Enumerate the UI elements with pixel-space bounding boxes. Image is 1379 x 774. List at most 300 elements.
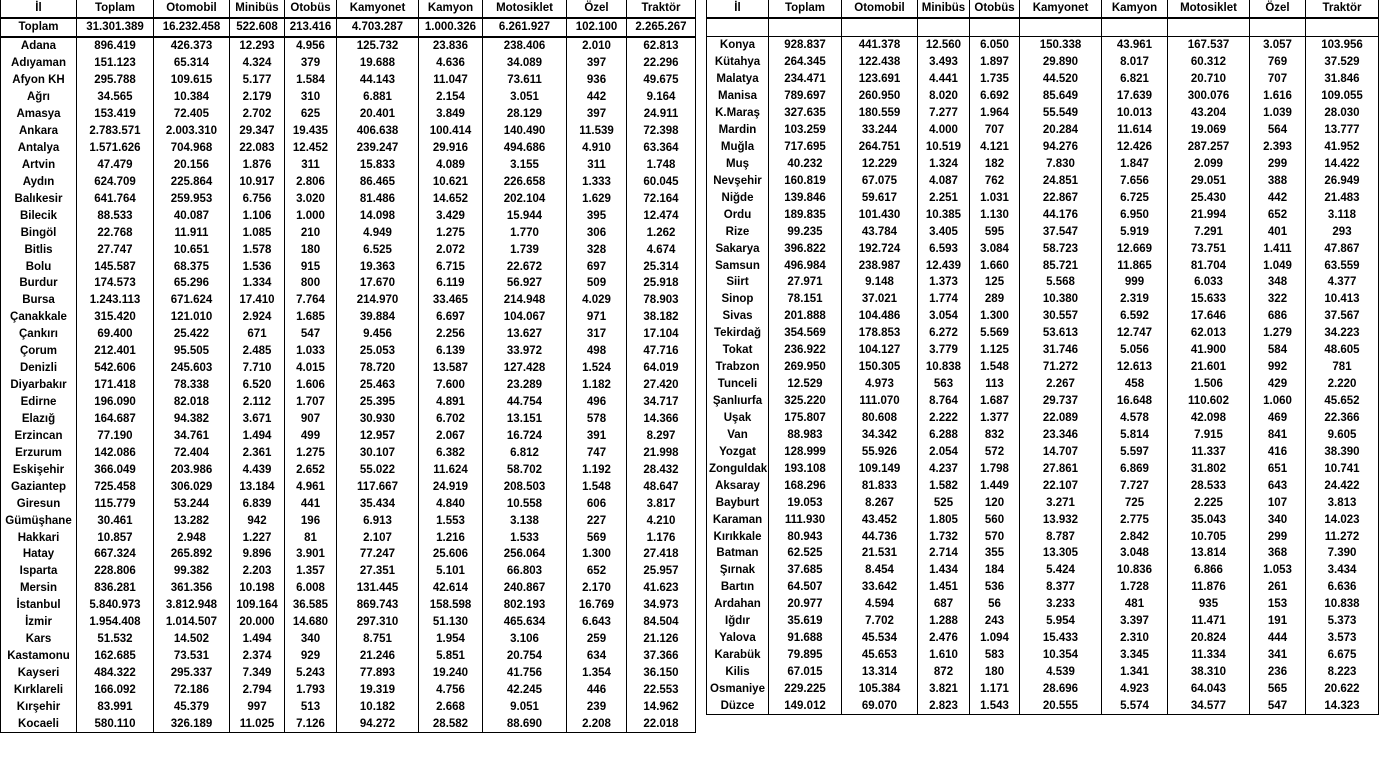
value-cell: 11.471	[1168, 613, 1250, 630]
value-cell: 40.087	[154, 207, 230, 224]
value-cell: 1.584	[285, 72, 337, 89]
value-cell: 77.893	[337, 665, 419, 682]
value-cell: 19.053	[769, 494, 842, 511]
value-cell: 33.465	[419, 292, 483, 309]
value-cell: 13.151	[483, 411, 567, 428]
value-cell: 1.748	[627, 156, 696, 173]
value-cell: 43.204	[1168, 105, 1250, 122]
value-cell: 171.418	[77, 377, 154, 394]
value-cell: 11.334	[1168, 647, 1250, 664]
value-cell: 34.761	[154, 427, 230, 444]
value-cell: 153.419	[77, 106, 154, 123]
value-cell: 81.833	[842, 477, 918, 494]
value-cell: 3.020	[285, 190, 337, 207]
province-cell: Toplam	[1, 18, 77, 37]
value-cell: 1.031	[970, 189, 1020, 206]
value-cell: 12.293	[230, 37, 285, 55]
value-cell: 1.288	[918, 613, 970, 630]
value-cell: 14.098	[337, 207, 419, 224]
value-cell: 53.244	[154, 495, 230, 512]
province-cell: Adıyaman	[1, 55, 77, 72]
province-cell: Elazığ	[1, 411, 77, 428]
value-cell: 31.846	[1306, 71, 1379, 88]
province-cell: Antalya	[1, 140, 77, 157]
value-cell: 2.072	[419, 241, 483, 258]
value-cell: 836.281	[77, 580, 154, 597]
value-cell: 687	[918, 596, 970, 613]
value-cell: 23.346	[1020, 426, 1102, 443]
value-cell: 164.687	[77, 411, 154, 428]
value-cell: 1.494	[230, 427, 285, 444]
value-cell: 38.310	[1168, 664, 1250, 681]
value-cell: 85.649	[1020, 88, 1102, 105]
value-cell: 494.686	[483, 140, 567, 157]
table-row	[1, 326, 696, 343]
value-cell: 2.806	[285, 173, 337, 190]
value-cell: 182	[970, 155, 1020, 172]
value-cell: 14.707	[1020, 443, 1102, 460]
value-cell: 8.017	[1102, 54, 1168, 71]
table-row	[1, 478, 696, 495]
value-cell: 58.702	[483, 461, 567, 478]
value-cell: 60.045	[627, 173, 696, 190]
left-vehicle-table	[0, 0, 696, 733]
value-cell: 725.458	[77, 478, 154, 495]
value-cell: 100.414	[419, 123, 483, 140]
value-cell: 81	[285, 529, 337, 546]
value-cell: 444	[1250, 630, 1306, 647]
value-cell: 310	[285, 89, 337, 106]
province-cell: Yalova	[707, 630, 769, 647]
value-cell: 4.441	[918, 71, 970, 88]
value-cell: 10.380	[1020, 291, 1102, 308]
value-cell: 1.373	[918, 274, 970, 291]
value-cell: 3.813	[1306, 494, 1379, 511]
value-cell: 88.533	[77, 207, 154, 224]
table-row	[707, 240, 1379, 257]
value-cell: 104.486	[842, 308, 918, 325]
value-cell: 45.652	[1306, 393, 1379, 410]
value-cell: Otobüs	[970, 0, 1020, 18]
value-cell: 396.822	[769, 240, 842, 257]
value-cell: 6.008	[285, 580, 337, 597]
empty-cell	[1020, 18, 1102, 36]
value-cell: 928.837	[769, 36, 842, 53]
province-cell: Diyarbakır	[1, 377, 77, 394]
value-cell: 28.582	[419, 715, 483, 732]
value-cell: 1.357	[285, 563, 337, 580]
value-cell: 236.922	[769, 342, 842, 359]
value-cell: 21.601	[1168, 359, 1250, 376]
value-cell: 416	[1250, 443, 1306, 460]
value-cell: 107	[1250, 494, 1306, 511]
value-cell: 1.279	[1250, 325, 1306, 342]
value-cell: 1.616	[1250, 88, 1306, 105]
value-cell: 442	[567, 89, 627, 106]
value-cell: 1.964	[970, 105, 1020, 122]
value-cell: 578	[567, 411, 627, 428]
value-cell: 547	[1250, 697, 1306, 714]
province-cell: Sinop	[707, 291, 769, 308]
value-cell: 2.067	[419, 427, 483, 444]
value-cell: 191	[1250, 613, 1306, 630]
value-cell: 1.805	[918, 511, 970, 528]
value-cell: 245.603	[154, 360, 230, 377]
value-cell: 935	[1168, 596, 1250, 613]
value-cell: 5.919	[1102, 223, 1168, 240]
value-cell: 4.961	[285, 478, 337, 495]
value-cell: 6.675	[1306, 647, 1379, 664]
value-cell: 1.451	[918, 579, 970, 596]
value-cell: 226.658	[483, 173, 567, 190]
province-cell: Çankırı	[1, 326, 77, 343]
value-cell: 1.739	[483, 241, 567, 258]
province-cell: Van	[707, 426, 769, 443]
value-cell: 929	[285, 648, 337, 665]
table-row	[1, 411, 696, 428]
value-cell: 105.384	[842, 681, 918, 698]
value-cell: 67.075	[842, 172, 918, 189]
value-cell: 652	[567, 563, 627, 580]
value-cell: 21.531	[842, 545, 918, 562]
value-cell: 31.301.389	[77, 18, 154, 37]
value-cell: 20.000	[230, 614, 285, 631]
value-cell: 260.950	[842, 88, 918, 105]
value-cell: 23.289	[483, 377, 567, 394]
value-cell: 7.764	[285, 292, 337, 309]
value-cell: 1.053	[1250, 562, 1306, 579]
value-cell: 1.728	[1102, 579, 1168, 596]
value-cell: 33.972	[483, 343, 567, 360]
table-row	[1, 648, 696, 665]
table-row	[707, 274, 1379, 291]
province-cell: Amasya	[1, 106, 77, 123]
table-row	[707, 697, 1379, 714]
province-cell: İzmir	[1, 614, 77, 631]
header-row	[707, 0, 1379, 18]
value-cell: 103.259	[769, 122, 842, 139]
table-row	[707, 511, 1379, 528]
value-cell: 1.524	[567, 360, 627, 377]
table-row	[1, 614, 696, 631]
value-cell: 20.156	[154, 156, 230, 173]
value-cell: 5.597	[1102, 443, 1168, 460]
value-cell: 44.754	[483, 394, 567, 411]
table-row	[707, 596, 1379, 613]
value-cell: 8.377	[1020, 579, 1102, 596]
value-cell: 560	[970, 511, 1020, 528]
value-cell: 1.227	[230, 529, 285, 546]
value-cell: 896.419	[77, 37, 154, 55]
table-row	[707, 206, 1379, 223]
value-cell: 4.891	[419, 394, 483, 411]
value-cell: 21.998	[627, 444, 696, 461]
value-cell: 11.865	[1102, 257, 1168, 274]
value-cell: 3.155	[483, 156, 567, 173]
value-cell: 264.345	[769, 54, 842, 71]
value-cell: 142.086	[77, 444, 154, 461]
province-cell: Balıkesir	[1, 190, 77, 207]
value-cell: 10.182	[337, 698, 419, 715]
value-cell: 2.203	[230, 563, 285, 580]
value-cell: 3.233	[1020, 596, 1102, 613]
value-cell: 1.571.626	[77, 140, 154, 157]
empty-cell	[1168, 18, 1250, 36]
value-cell: 4.674	[627, 241, 696, 258]
value-cell: 193.108	[769, 460, 842, 477]
value-cell: 299	[1250, 528, 1306, 545]
value-cell: 1.275	[285, 444, 337, 461]
value-cell: 306.029	[154, 478, 230, 495]
value-cell: 4.000	[918, 122, 970, 139]
table-row	[1, 123, 696, 140]
value-cell: 21.246	[337, 648, 419, 665]
value-cell: 8.787	[1020, 528, 1102, 545]
value-cell: 458	[1102, 376, 1168, 393]
value-cell: 6.756	[230, 190, 285, 207]
value-cell: 120	[970, 494, 1020, 511]
value-cell: 78.903	[627, 292, 696, 309]
value-cell: 202.104	[483, 190, 567, 207]
value-cell: 6.119	[419, 275, 483, 292]
value-cell: 91.688	[769, 630, 842, 647]
value-cell: 2.112	[230, 394, 285, 411]
province-cell: Denizli	[1, 360, 77, 377]
value-cell: 27.351	[337, 563, 419, 580]
province-cell: Nevşehir	[707, 172, 769, 189]
value-cell: 15.944	[483, 207, 567, 224]
province-cell: Sivas	[707, 308, 769, 325]
value-cell: 22.553	[627, 682, 696, 699]
value-cell: 73.751	[1168, 240, 1250, 257]
value-cell: 469	[1250, 410, 1306, 427]
value-cell: 395	[567, 207, 627, 224]
value-cell: 8.751	[337, 631, 419, 648]
table-row	[1, 698, 696, 715]
value-cell: 259.953	[154, 190, 230, 207]
value-cell: 1.506	[1168, 376, 1250, 393]
value-cell: 1.275	[419, 224, 483, 241]
value-cell: 6.913	[337, 512, 419, 529]
value-cell: Minibüs	[918, 0, 970, 18]
value-cell: 667.324	[77, 546, 154, 563]
province-cell: Karaman	[707, 511, 769, 528]
value-cell: 41.756	[483, 665, 567, 682]
value-cell: 12.229	[842, 155, 918, 172]
value-cell: 5.373	[1306, 613, 1379, 630]
province-cell: Tekirdağ	[707, 325, 769, 342]
value-cell: 115.779	[77, 495, 154, 512]
value-cell: 22.107	[1020, 477, 1102, 494]
value-cell: 11.025	[230, 715, 285, 732]
value-cell: 4.121	[970, 139, 1020, 156]
value-cell: 6.881	[337, 89, 419, 106]
table-row	[1, 682, 696, 699]
value-cell: 484.322	[77, 665, 154, 682]
table-row	[1, 241, 696, 258]
table-row	[1, 715, 696, 732]
value-cell: 59.617	[842, 189, 918, 206]
blank-row	[707, 18, 1379, 36]
value-cell: 315.420	[77, 309, 154, 326]
value-cell: 166.092	[77, 682, 154, 699]
province-cell: Hakkari	[1, 529, 77, 546]
province-cell: Kırklareli	[1, 682, 77, 699]
province-cell: Giresun	[1, 495, 77, 512]
table-row	[707, 443, 1379, 460]
value-cell: 4.237	[918, 460, 970, 477]
value-cell: 10.857	[77, 529, 154, 546]
value-cell: 992	[1250, 359, 1306, 376]
value-cell: 58.723	[1020, 240, 1102, 257]
value-cell: 109.055	[1306, 88, 1379, 105]
value-cell: 238.406	[483, 37, 567, 55]
value-cell: 1.354	[567, 665, 627, 682]
table-row	[707, 36, 1379, 53]
value-cell: 1.039	[1250, 105, 1306, 122]
value-cell: 2.775	[1102, 511, 1168, 528]
value-cell: 12.529	[769, 376, 842, 393]
value-cell: 94.276	[1020, 139, 1102, 156]
value-cell: 3.106	[483, 631, 567, 648]
value-cell: 7.349	[230, 665, 285, 682]
value-cell: 38.390	[1306, 443, 1379, 460]
table-row	[707, 647, 1379, 664]
value-cell: 69.070	[842, 697, 918, 714]
value-cell: 354.569	[769, 325, 842, 342]
value-cell: Traktör	[627, 0, 696, 18]
value-cell: 2.476	[918, 630, 970, 647]
value-cell: 23.836	[419, 37, 483, 55]
value-cell: 37.529	[1306, 54, 1379, 71]
value-cell: 10.354	[1020, 647, 1102, 664]
value-cell: 9.896	[230, 546, 285, 563]
value-cell: 1.774	[918, 291, 970, 308]
value-cell: 25.918	[627, 275, 696, 292]
value-cell: Otomobil	[154, 0, 230, 18]
value-cell: 2.393	[1250, 139, 1306, 156]
value-cell: 4.923	[1102, 681, 1168, 698]
value-cell: 29.916	[419, 140, 483, 157]
value-cell: 35.434	[337, 495, 419, 512]
table-row	[1, 495, 696, 512]
value-cell: 634	[567, 648, 627, 665]
value-cell: 94.272	[337, 715, 419, 732]
value-cell: 6.869	[1102, 460, 1168, 477]
value-cell: 570	[970, 528, 1020, 545]
province-cell: Kilis	[707, 664, 769, 681]
table-row	[1, 106, 696, 123]
value-cell: 641.764	[77, 190, 154, 207]
value-cell: 295.337	[154, 665, 230, 682]
table-row	[1, 360, 696, 377]
value-cell: 5.840.973	[77, 597, 154, 614]
value-cell: 293	[1306, 223, 1379, 240]
value-cell: 1.543	[970, 697, 1020, 714]
value-cell: 361.356	[154, 580, 230, 597]
value-cell: 43.784	[842, 223, 918, 240]
value-cell: 5.243	[285, 665, 337, 682]
value-cell: 1.536	[230, 258, 285, 275]
value-cell: 1.954.408	[77, 614, 154, 631]
value-cell: 39.884	[337, 309, 419, 326]
value-cell: 2.225	[1168, 494, 1250, 511]
value-cell: 481	[1102, 596, 1168, 613]
value-cell: 10.384	[154, 89, 230, 106]
province-cell: Isparta	[1, 563, 77, 580]
value-cell: 3.405	[918, 223, 970, 240]
value-cell: 14.962	[627, 698, 696, 715]
value-cell: Motosiklet	[1168, 0, 1250, 18]
value-cell: 13.305	[1020, 545, 1102, 562]
province-cell: Zonguldak	[707, 460, 769, 477]
value-cell: 3.573	[1306, 630, 1379, 647]
province-cell: Erzurum	[1, 444, 77, 461]
province-cell: Kars	[1, 631, 77, 648]
value-cell: 17.670	[337, 275, 419, 292]
value-cell: 66.803	[483, 563, 567, 580]
value-cell: 1.770	[483, 224, 567, 241]
value-cell: 19.363	[337, 258, 419, 275]
value-cell: 111.930	[769, 511, 842, 528]
value-cell: 189.835	[769, 206, 842, 223]
value-cell: 1.685	[285, 309, 337, 326]
value-cell: 37.685	[769, 562, 842, 579]
value-cell: 3.054	[918, 308, 970, 325]
value-cell: 8.454	[842, 562, 918, 579]
province-cell: Batman	[707, 545, 769, 562]
value-cell: 429	[1250, 376, 1306, 393]
value-cell: 2.251	[918, 189, 970, 206]
value-cell: 13.814	[1168, 545, 1250, 562]
value-cell: 28.432	[627, 461, 696, 478]
value-cell: 33.642	[842, 579, 918, 596]
value-cell: 1.732	[918, 528, 970, 545]
value-cell: 5.574	[1102, 697, 1168, 714]
value-cell: 109.615	[154, 72, 230, 89]
value-cell: 1.533	[483, 529, 567, 546]
value-cell: 1.553	[419, 512, 483, 529]
value-cell: 509	[567, 275, 627, 292]
value-cell: 53.613	[1020, 325, 1102, 342]
value-cell: 72.186	[154, 682, 230, 699]
value-cell: 1.377	[970, 410, 1020, 427]
value-cell: 16.769	[567, 597, 627, 614]
value-cell: 22.867	[1020, 189, 1102, 206]
value-cell: 125	[970, 274, 1020, 291]
value-cell: 1.300	[567, 546, 627, 563]
value-cell: 4.756	[419, 682, 483, 699]
value-cell: 7.727	[1102, 477, 1168, 494]
value-cell: 997	[230, 698, 285, 715]
value-cell: 28.129	[483, 106, 567, 123]
value-cell: Özel	[1250, 0, 1306, 18]
value-cell: 3.057	[1250, 36, 1306, 53]
value-cell: 21.126	[627, 631, 696, 648]
value-cell: 7.656	[1102, 172, 1168, 189]
value-cell: 22.366	[1306, 410, 1379, 427]
value-cell: 20.555	[1020, 697, 1102, 714]
value-cell: 121.010	[154, 309, 230, 326]
value-cell: 5.814	[1102, 426, 1168, 443]
value-cell: 802.193	[483, 597, 567, 614]
table-row	[707, 71, 1379, 88]
value-cell: 322	[1250, 291, 1306, 308]
province-cell: Trabzon	[707, 359, 769, 376]
value-cell: 5.851	[419, 648, 483, 665]
value-cell: 542.606	[77, 360, 154, 377]
province-cell: Çanakkale	[1, 309, 77, 326]
